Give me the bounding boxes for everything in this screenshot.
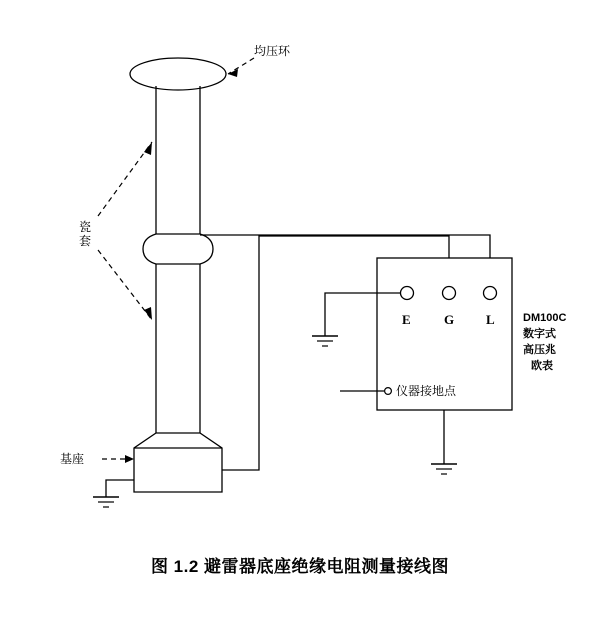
meter-name-line-3: 高压兆 bbox=[523, 343, 556, 356]
terminal-label-G: G bbox=[444, 312, 455, 327]
leader-base-arrow bbox=[125, 455, 134, 463]
wire-base-to-G bbox=[222, 235, 259, 470]
terminal-label-E: E bbox=[402, 312, 411, 327]
leader-porcelain-upper-arrow bbox=[144, 142, 152, 155]
figure-caption: 图 1.2 避雷器底座绝缘电阻测量接线图 bbox=[150, 557, 450, 576]
meter-name-line-4: 欧表 bbox=[531, 359, 553, 372]
label-porcelain-housing bbox=[78, 220, 92, 249]
leader-porcelain-lower-arrow bbox=[144, 307, 152, 320]
terminal-label-L: L bbox=[486, 312, 495, 327]
terminal-E bbox=[401, 287, 414, 300]
label-porcelain-housing-line1: 瓷 bbox=[78, 220, 91, 234]
meter-name-block bbox=[523, 311, 566, 375]
leader-porcelain-upper bbox=[98, 142, 152, 216]
grading-ring-shape bbox=[130, 58, 226, 90]
label-grading-ring: 均压环 bbox=[254, 44, 291, 58]
label-porcelain-housing-line2: 套 bbox=[78, 234, 91, 249]
leader-grading-ring bbox=[228, 58, 254, 74]
label-base: 基座 bbox=[60, 452, 85, 466]
label-instrument-ground-point: 仪器接地点 bbox=[396, 384, 457, 398]
instrument-ground-terminal bbox=[385, 388, 392, 395]
arrester-middle-flange bbox=[143, 234, 213, 264]
meter-name-line-2: 数字式 bbox=[523, 327, 556, 340]
base-ground-lead bbox=[106, 480, 134, 497]
leader-porcelain-lower bbox=[98, 250, 152, 320]
terminal-G bbox=[443, 287, 456, 300]
meter-name-line-1: DM100C bbox=[523, 312, 567, 324]
terminal-L bbox=[484, 287, 497, 300]
arrester-base-shape bbox=[134, 433, 222, 492]
